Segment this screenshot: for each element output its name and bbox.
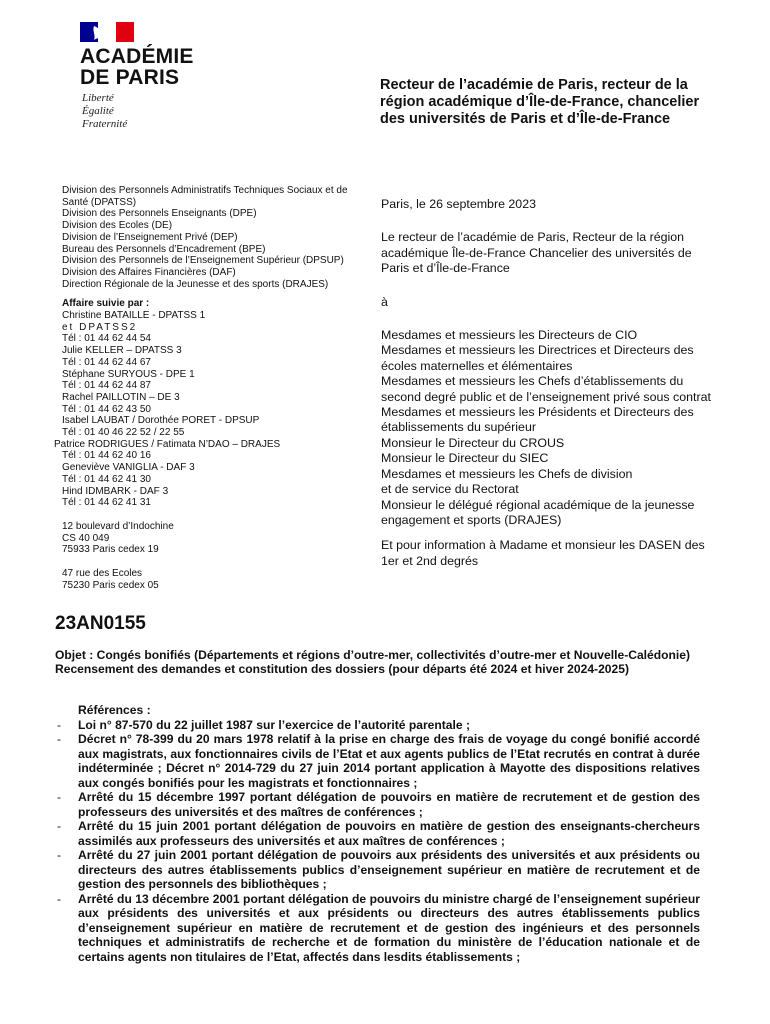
contact-line: et DPATSS2 <box>62 321 138 333</box>
contact-line: Tél : 01 44 62 41 30 <box>62 473 151 485</box>
reference-item: - Arrêté du 27 juin 2001 portant délégation de pouvoirs aux présidents des universités et aux présidents ou directeurs des autres établissements publics d’enseignement supérieur en matière de recrutement et de gestion des personnels des bibliothèques ; <box>57 848 700 891</box>
division-line: Division des Personnels de l’Enseignement Supérieur (DPSUP) <box>62 255 344 267</box>
contact-line: Rachel PAILLOTIN – DE 3 <box>62 391 180 403</box>
logo-wordmark: ACADÉMIE DE PARIS <box>80 45 194 89</box>
letter-a: à <box>381 294 388 309</box>
dash: - <box>57 848 62 862</box>
dash: - <box>57 732 62 746</box>
reference-item: - Arrêté du 13 décembre 2001 portant délégation de pouvoirs du ministre chargé de l’enseignement supérieur aux présidents des universités et aux présidents ou directeurs des autres établissements publics d’enseignement supérieur en matière de recrutement et de gestion des ingénieurs et des personnels techniques et administratifs de recherche et de formation du ministère de l’éducation nationale et de certains agents non titulaires de l’Etat, affectés dans lesdits établissements ; <box>57 891 700 964</box>
references-title: Références : <box>78 703 151 717</box>
contact-line: Hind IDMBARK - DAF 3 <box>62 485 169 497</box>
references-list <box>55 718 700 965</box>
contact-line: Geneviève VANIGLIA - DAF 3 <box>62 462 195 474</box>
affaire-label: Affaire suivie par : <box>62 298 150 310</box>
objet-line: Objet : Congés bonifiés (Départements et régions d’outre-mer, collectivités d’outre-mer et Nouvelle-Calédonie) <box>55 648 691 662</box>
address-line: 47 rue des Ecoles <box>62 568 143 580</box>
academie-logo <box>80 22 210 142</box>
objet-line2: Recensement des demandes et constitution des dossiers (pour départs été 2024 et hiver 2024-2025) <box>55 662 629 676</box>
contact-line: Tél : 01 44 62 40 16 <box>62 450 151 462</box>
reference-item: - Arrêté du 15 juin 2001 portant délégation de pouvoirs en matière de gestion des enseignants-chercheurs assimilés aux professeurs des universités et aux maîtres de conférences ; <box>57 819 700 848</box>
address-line: 12 boulevard d’Indochine <box>62 520 174 532</box>
recipient: Mesdames et messieurs les Directrices et Directeurs des écoles maternelles et élémentaires <box>381 343 694 373</box>
division-line: Direction Régionale de la Jeunesse et des sports (DRAJES) <box>62 278 329 290</box>
recipient: Monsieur le Directeur du SIEC <box>381 451 549 466</box>
contact-line: Tél : 01 44 62 44 87 <box>62 380 151 392</box>
dash: - <box>57 717 62 732</box>
republic-motto: Liberté Égalité Fraternité <box>82 92 128 130</box>
division-line: Bureau des Personnels d’Encadrement (BPE) <box>62 243 266 255</box>
contact-line: Tél : 01 44 62 44 67 <box>62 356 151 368</box>
dash: - <box>57 891 62 906</box>
reference-number: 23AN0155 <box>55 613 146 634</box>
division-line: Santé (DPATSS) <box>62 196 137 208</box>
letter-sender: Le recteur de l’académie de Paris, Recteur de la région académique Île-de-France Chancelier des universités de Paris et d’Île-de-France <box>381 230 692 276</box>
recipient: Mesdames et messieurs les Chefs de division <box>381 466 633 481</box>
recipient: Monsieur le délégué régional académique de la jeunesse engagement et sports (DRAJES) <box>381 497 695 527</box>
division-line: Division des Affaires Financières (DAF) <box>62 266 236 278</box>
address-line: CS 40 049 <box>62 532 110 544</box>
recipient: Mesdames et messieurs les Chefs d’établissements du second degré public et de l’enseignement privé sous contrat <box>381 374 711 404</box>
division-line: Division de l’Enseignement Privé (DEP) <box>62 231 238 243</box>
letter-addressing <box>381 197 711 569</box>
address-line: 75933 Paris cedex 19 <box>62 544 159 556</box>
recipient: Mesdames et messieurs les Présidents et Directeurs des établissements du supérieur <box>381 405 694 435</box>
sender-departments <box>54 185 362 592</box>
contact-line: Tél : 01 44 62 43 50 <box>62 403 151 415</box>
rector-title: Recteur de l’académie de Paris, recteur de la région académique d’Île-de-France, chancelier des universités de Paris et d’Île-de-France <box>380 77 700 127</box>
recipient: Mesdames et messieurs les Directeurs de CIO <box>381 328 638 343</box>
reference-item: - Décret n° 78-399 du 20 mars 1978 relatif à la prise en charge des frais de voyage du congé bonifié accordé aux magistrats, aux fonctionnaires civils de l’Etat et aux agents publics de l’Etat recrutés en contrat à durée indéterminée ; Décret n° 2014-729 du 27 juin 2014 portant application à Mayotte des dispositions relatives aux congés bonifiés pour les magistrats et fonctionnaires ; <box>57 732 700 790</box>
recipient: et de service du Rectorat <box>381 482 519 497</box>
dash: - <box>57 790 62 804</box>
contact-line: Christine BATAILLE - DPATSS 1 <box>62 310 206 322</box>
references-block <box>55 703 700 964</box>
contact-line: Tél : 01 44 62 44 54 <box>62 333 151 345</box>
division-line: Division des Personnels Enseignants (DPE) <box>62 208 257 220</box>
dash: - <box>57 819 62 833</box>
reference-item: - Arrêté du 15 décembre 1997 portant délégation de pouvoirs en matière de recrutement et de gestion des professeurs des universités et des maîtres de conférences ; <box>57 790 700 819</box>
division-line: Division des Personnels Administratifs Techniques Sociaux et de <box>62 185 348 196</box>
contact-line: Patrice RODRIGUES / Fatimata N’DAO – DRAJES <box>54 438 281 450</box>
reference-item: - Loi n° 87-570 du 22 juillet 1987 sur l’exercice de l’autorité parentale ; <box>57 717 470 732</box>
letter-date: Paris, le 26 septembre 2023 <box>381 197 536 211</box>
contact-line: Tél : 01 44 62 41 31 <box>62 497 151 509</box>
contact-line: Isabel LAUBAT / Dorothée PORET - DPSUP <box>62 415 260 427</box>
contact-line: Tél : 01 40 46 22 52 / 22 55 <box>62 427 185 439</box>
contact-line: Stéphane SURYOUS - DPE 1 <box>62 368 195 380</box>
info-recipients: Et pour information à Madame et monsieur les DASEN des 1er et 2nd degrés <box>381 538 705 568</box>
recipients-list <box>381 328 711 528</box>
recipient: Monsieur le Directeur du CROUS <box>381 435 565 450</box>
marianne-flag-icon <box>80 22 134 42</box>
objet-block <box>55 648 700 676</box>
contact-line: Julie KELLER – DPATSS 3 <box>62 345 182 357</box>
address-line: 75230 Paris cedex 05 <box>62 579 159 591</box>
division-line: Division des Ecoles (DE) <box>62 220 173 232</box>
